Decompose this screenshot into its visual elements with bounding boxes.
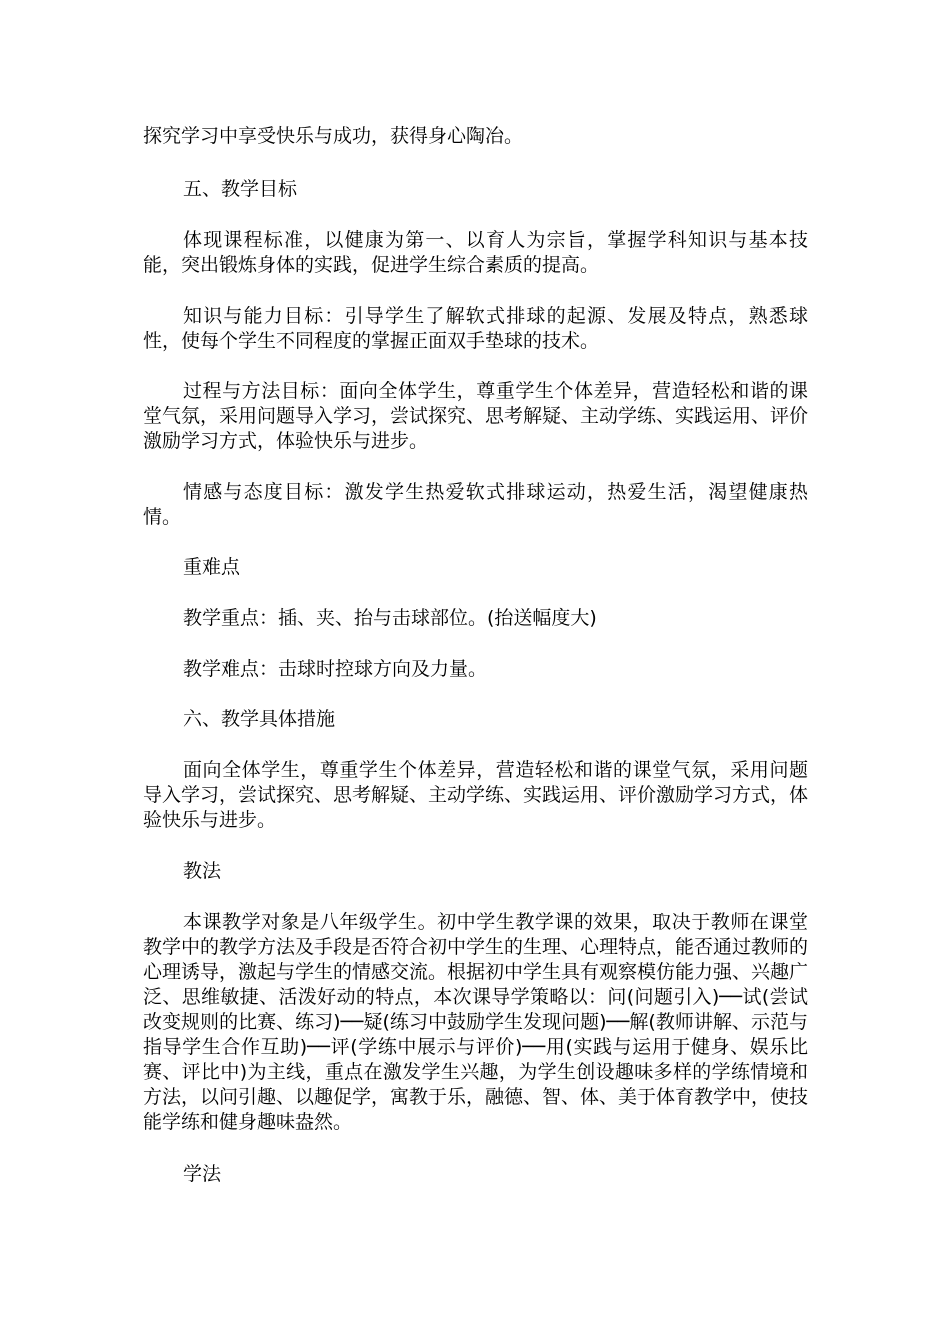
- paragraph-measures: 面向全体学生，尊重学生个体差异，营造轻松和谐的课堂气氛，采用问题导入学习，尝试探究、思考解疑、主动学练、实践运用、评价激励学习方式，体验快乐与进步。: [143, 759, 809, 831]
- heading-key-difficult-points: 重难点: [183, 556, 241, 578]
- paragraph-knowledge-goal: 知识与能力目标：引导学生了解软式排球的起源、发展及特点，熟悉球性，使每个学生不同程度的掌握正面双手垫球的技术。: [143, 305, 808, 352]
- teaching-difficulty: 教学难点：击球时控球方向及力量。: [183, 658, 488, 680]
- paragraph-curriculum-standard: 体现课程标准，以健康为第一、以育人为宗旨，掌握学科知识与基本技能，突出锻炼身体的实践，促进学生综合素质的提高。: [143, 229, 808, 276]
- paragraph-intro: 探究学习中享受快乐与成功，获得身心陶冶。: [143, 125, 524, 147]
- paragraph-teaching-method: 本课教学对象是八年级学生。初中学生教学课的效果，取决于教师在课堂教学中的教学方法及手段是否符合初中学生的生理、心理特点，能否通过教师的心理诱导，激起与学生的情感交流。根据初中学生具有观察模仿能力强、兴趣广泛、思维敏捷、活泼好动的特点，本次课导学策略以：问(问题引入)──试(尝试改变规则的比赛、练习)──疑(练习中鼓励学生发现问题)──解(教师讲解、示范与指导学生合作互助)──评(学练中展示与评价)──用(实践与运用于健身、娱乐比赛、评比中)为主线，重点在激发学生兴趣，为学生创设趣味多样的学练情境和方法，以问引趣、以趣促学，寓教于乐，融德、智、体、美于体育教学中，使技能学练和健身趣味盎然。: [143, 911, 809, 1133]
- teaching-focus: 教学重点：插、夹、抬与击球部位。(抬送幅度大): [183, 607, 597, 629]
- heading-learning-method: 学法: [183, 1163, 222, 1185]
- heading-teaching-measures: 六、教学具体措施: [183, 708, 336, 730]
- heading-teaching-method: 教法: [183, 860, 222, 882]
- paragraph-emotion-goal: 情感与态度目标：激发学生热爱软式排球运动，热爱生活，渴望健康热情。: [143, 481, 808, 528]
- paragraph-process-goal: 过程与方法目标：面向全体学生，尊重学生个体差异，营造轻松和谐的课堂气氛，采用问题导入学习，尝试探究、思考解疑、主动学练、实践运用、评价激励学习方式，体验快乐与进步。: [143, 380, 809, 452]
- heading-teaching-goals: 五、教学目标: [183, 178, 298, 200]
